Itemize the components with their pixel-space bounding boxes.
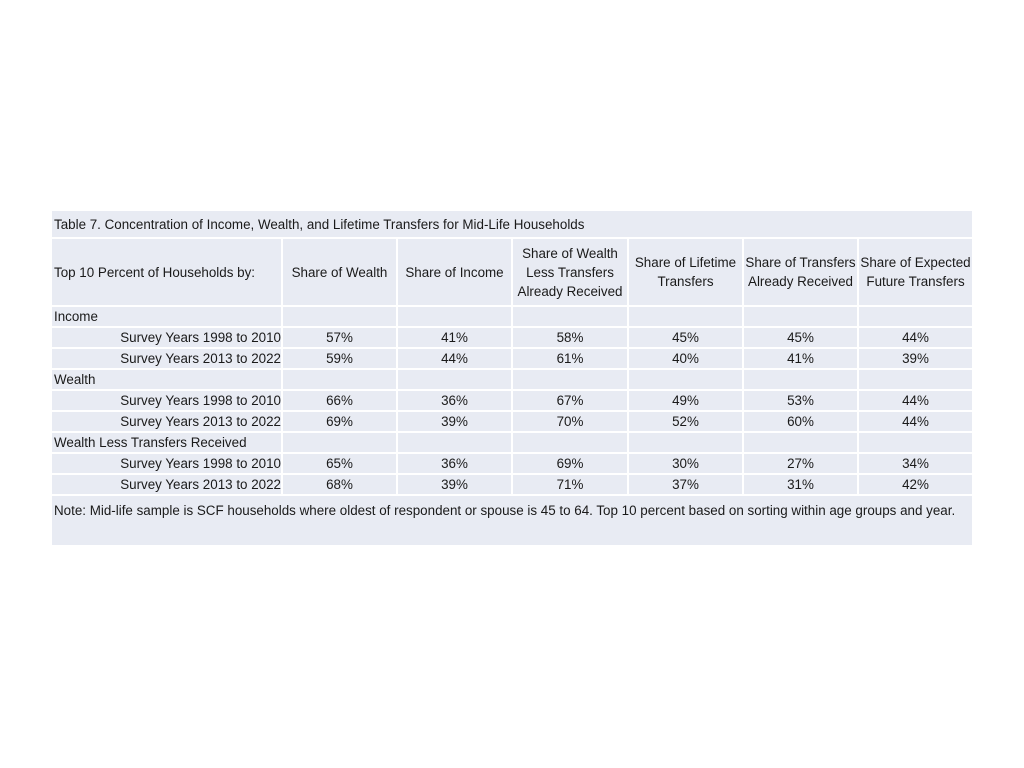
table-note: Note: Mid-life sample is SCF households where oldest of respondent or spouse is 45 to 64. Top 10 percent based on sorting within age groups and year. <box>51 495 973 546</box>
table-row <box>51 327 973 348</box>
table-cell: 52% <box>628 411 743 432</box>
table-row <box>51 411 973 432</box>
table-cell: 40% <box>628 348 743 369</box>
table-cell: 58% <box>512 327 628 348</box>
table-cell: 65% <box>282 453 397 474</box>
table-row <box>51 474 973 495</box>
table-cell: 42% <box>858 474 973 495</box>
row-label: Survey Years 1998 to 2010 <box>51 390 282 411</box>
table-cell: 61% <box>512 348 628 369</box>
table-cell: 27% <box>743 453 858 474</box>
table-cell: 71% <box>512 474 628 495</box>
table-cell: 70% <box>512 411 628 432</box>
table-cell: 66% <box>282 390 397 411</box>
table-cell: 44% <box>858 327 973 348</box>
table-cell: 36% <box>397 453 512 474</box>
table-cell: 67% <box>512 390 628 411</box>
header-row <box>51 238 973 306</box>
table-cell: 34% <box>858 453 973 474</box>
header-cell: Share of Transfers Already Received <box>743 238 858 306</box>
row-label: Survey Years 2013 to 2022 <box>51 411 282 432</box>
group-label: Income <box>51 306 282 327</box>
table-cell: 57% <box>282 327 397 348</box>
row-label: Survey Years 2013 to 2022 <box>51 474 282 495</box>
table-cell: 41% <box>397 327 512 348</box>
table-cell: 37% <box>628 474 743 495</box>
table-title-row <box>51 210 973 238</box>
group-label: Wealth Less Transfers Received <box>51 432 282 453</box>
header-cell: Share of Expected Future Transfers <box>858 238 973 306</box>
row-label: Survey Years 2013 to 2022 <box>51 348 282 369</box>
table-cell: 44% <box>858 411 973 432</box>
table-cell: 36% <box>397 390 512 411</box>
table-title: Table 7. Concentration of Income, Wealth, and Lifetime Transfers for Mid-Life Households <box>51 210 973 238</box>
table-row <box>51 348 973 369</box>
table-row <box>51 390 973 411</box>
header-cell: Share of Lifetime Transfers <box>628 238 743 306</box>
data-table <box>50 209 974 547</box>
table-cell: 44% <box>858 390 973 411</box>
group-row <box>51 432 973 453</box>
note-row <box>51 495 973 546</box>
row-label: Survey Years 1998 to 2010 <box>51 327 282 348</box>
header-cell: Share of Wealth Less Transfers Already Received <box>512 238 628 306</box>
table-cell: 45% <box>628 327 743 348</box>
row-label: Survey Years 1998 to 2010 <box>51 453 282 474</box>
table-cell: 69% <box>282 411 397 432</box>
table-cell: 68% <box>282 474 397 495</box>
group-row <box>51 369 973 390</box>
header-cell: Share of Wealth <box>282 238 397 306</box>
table-cell: 39% <box>397 474 512 495</box>
table-cell: 39% <box>397 411 512 432</box>
group-row <box>51 306 973 327</box>
table-cell: 41% <box>743 348 858 369</box>
table-cell: 69% <box>512 453 628 474</box>
table-cell: 60% <box>743 411 858 432</box>
table-cell: 59% <box>282 348 397 369</box>
header-cell: Share of Income <box>397 238 512 306</box>
table-container <box>50 209 972 547</box>
table-cell: 53% <box>743 390 858 411</box>
table-cell: 30% <box>628 453 743 474</box>
table-cell: 45% <box>743 327 858 348</box>
table-cell: 44% <box>397 348 512 369</box>
header-cell: Top 10 Percent of Households by: <box>51 238 282 306</box>
table-cell: 31% <box>743 474 858 495</box>
group-label: Wealth <box>51 369 282 390</box>
table-cell: 49% <box>628 390 743 411</box>
table-row <box>51 453 973 474</box>
table-cell: 39% <box>858 348 973 369</box>
